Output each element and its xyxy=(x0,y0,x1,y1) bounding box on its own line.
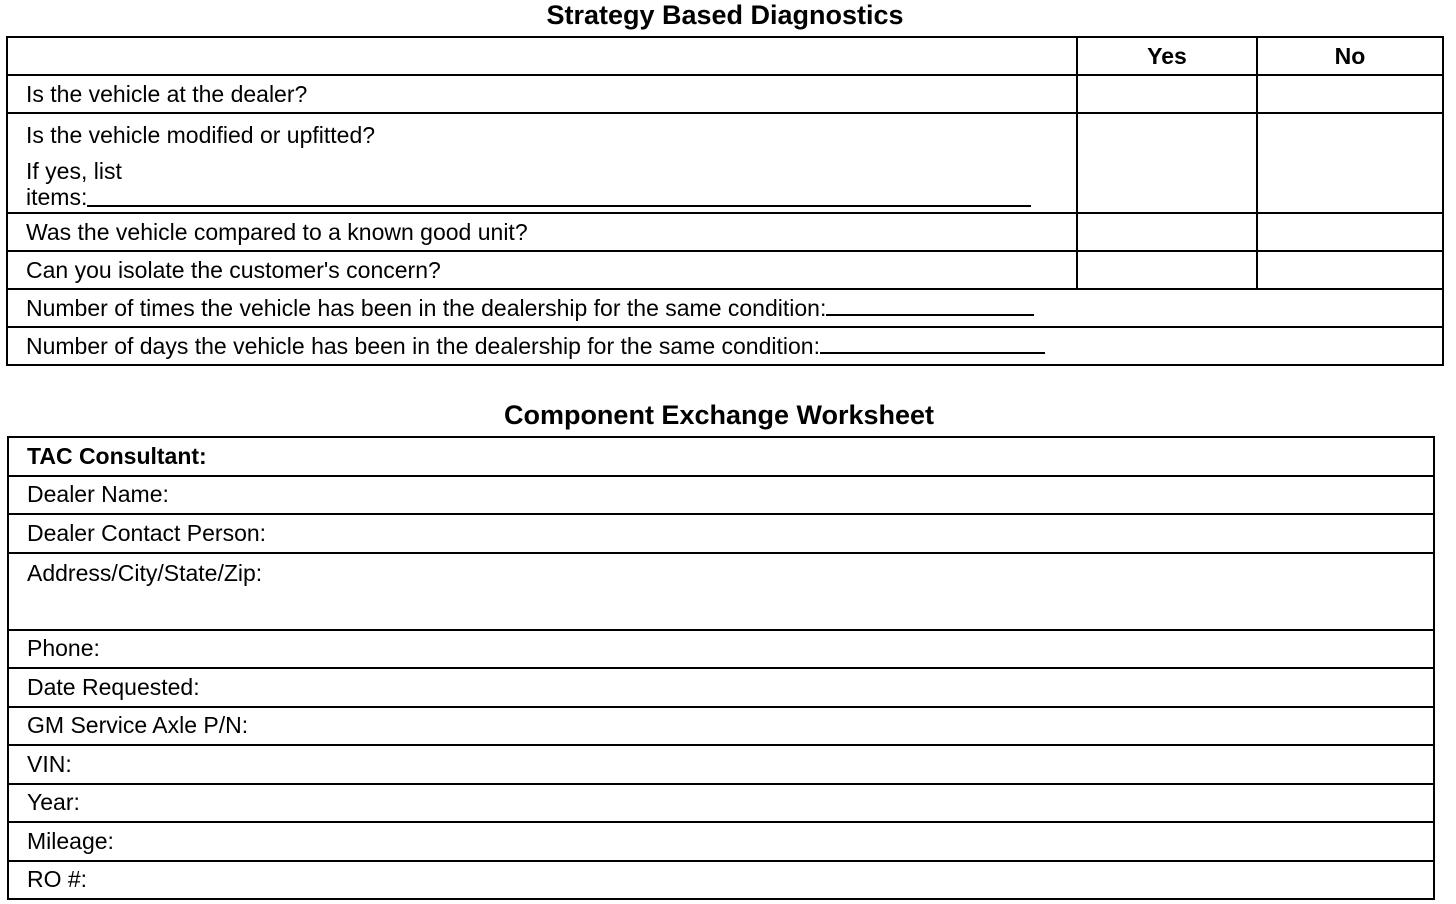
if-yes-list-label: If yes, list xyxy=(26,158,122,184)
worksheet-row xyxy=(8,514,1434,553)
worksheet-row xyxy=(8,668,1434,707)
worksheet-row xyxy=(8,745,1434,784)
vin-field[interactable]: VIN: xyxy=(8,745,1434,784)
no-column-header: No xyxy=(1257,37,1443,75)
question-row xyxy=(7,213,1443,251)
worksheet-row xyxy=(8,861,1434,900)
strategy-table xyxy=(6,36,1444,366)
yes-checkbox-cell[interactable] xyxy=(1077,251,1257,289)
times-blank-line[interactable] xyxy=(826,294,1034,316)
header-blank-cell xyxy=(7,37,1077,75)
dealer-name-field[interactable]: Dealer Name: xyxy=(8,476,1434,515)
times-label: Number of times the vehicle has been in the dealership for the same condition: xyxy=(26,295,827,321)
worksheet-row xyxy=(8,553,1434,630)
question-row xyxy=(7,113,1443,213)
year-field[interactable]: Year: xyxy=(8,784,1434,823)
no-checkbox-cell[interactable] xyxy=(1257,251,1443,289)
days-blank-line[interactable] xyxy=(820,332,1045,354)
worksheet-row xyxy=(8,707,1434,746)
worksheet-row xyxy=(8,476,1434,515)
question-isolate: Can you isolate the customer's concern? xyxy=(7,251,1077,289)
worksheet-row xyxy=(8,822,1434,861)
question-modified-cell xyxy=(7,113,1077,213)
yes-checkbox-cell[interactable] xyxy=(1077,113,1257,213)
strategy-title: Strategy Based Diagnostics xyxy=(546,0,904,30)
worksheet-table xyxy=(7,436,1435,900)
times-cell xyxy=(7,289,1443,327)
days-label: Number of days the vehicle has been in the dealership for the same condition: xyxy=(26,333,820,359)
tac-consultant-field[interactable]: TAC Consultant: xyxy=(8,437,1434,476)
yes-checkbox-cell[interactable] xyxy=(1077,213,1257,251)
no-checkbox-cell[interactable] xyxy=(1257,113,1443,213)
question-modified: Is the vehicle modified or upfitted? xyxy=(26,122,376,148)
question-at-dealer: Is the vehicle at the dealer? xyxy=(7,75,1077,113)
no-checkbox-cell[interactable] xyxy=(1257,213,1443,251)
yes-checkbox-cell[interactable] xyxy=(1077,75,1257,113)
worksheet-row xyxy=(8,784,1434,823)
question-row xyxy=(7,251,1443,289)
mileage-field[interactable]: Mileage: xyxy=(8,822,1434,861)
dealer-contact-field[interactable]: Dealer Contact Person: xyxy=(8,514,1434,553)
yes-column-header: Yes xyxy=(1077,37,1257,75)
strategy-header-row xyxy=(7,37,1443,75)
date-requested-field[interactable]: Date Requested: xyxy=(8,668,1434,707)
items-line xyxy=(26,184,1076,211)
worksheet-row xyxy=(8,630,1434,669)
times-row xyxy=(7,289,1443,327)
days-row xyxy=(7,327,1443,365)
no-checkbox-cell[interactable] xyxy=(1257,75,1443,113)
items-blank-line[interactable] xyxy=(87,185,1031,207)
items-label: items: xyxy=(26,184,88,210)
ro-number-field[interactable]: RO #: xyxy=(8,861,1434,900)
phone-field[interactable]: Phone: xyxy=(8,630,1434,669)
worksheet-row xyxy=(8,437,1434,476)
worksheet-title: Component Exchange Worksheet xyxy=(503,400,935,430)
question-row xyxy=(7,75,1443,113)
question-compared: Was the vehicle compared to a known good unit? xyxy=(7,213,1077,251)
axle-pn-field[interactable]: GM Service Axle P/N: xyxy=(8,707,1434,746)
address-field[interactable]: Address/City/State/Zip: xyxy=(8,553,1434,630)
days-cell xyxy=(7,327,1443,365)
